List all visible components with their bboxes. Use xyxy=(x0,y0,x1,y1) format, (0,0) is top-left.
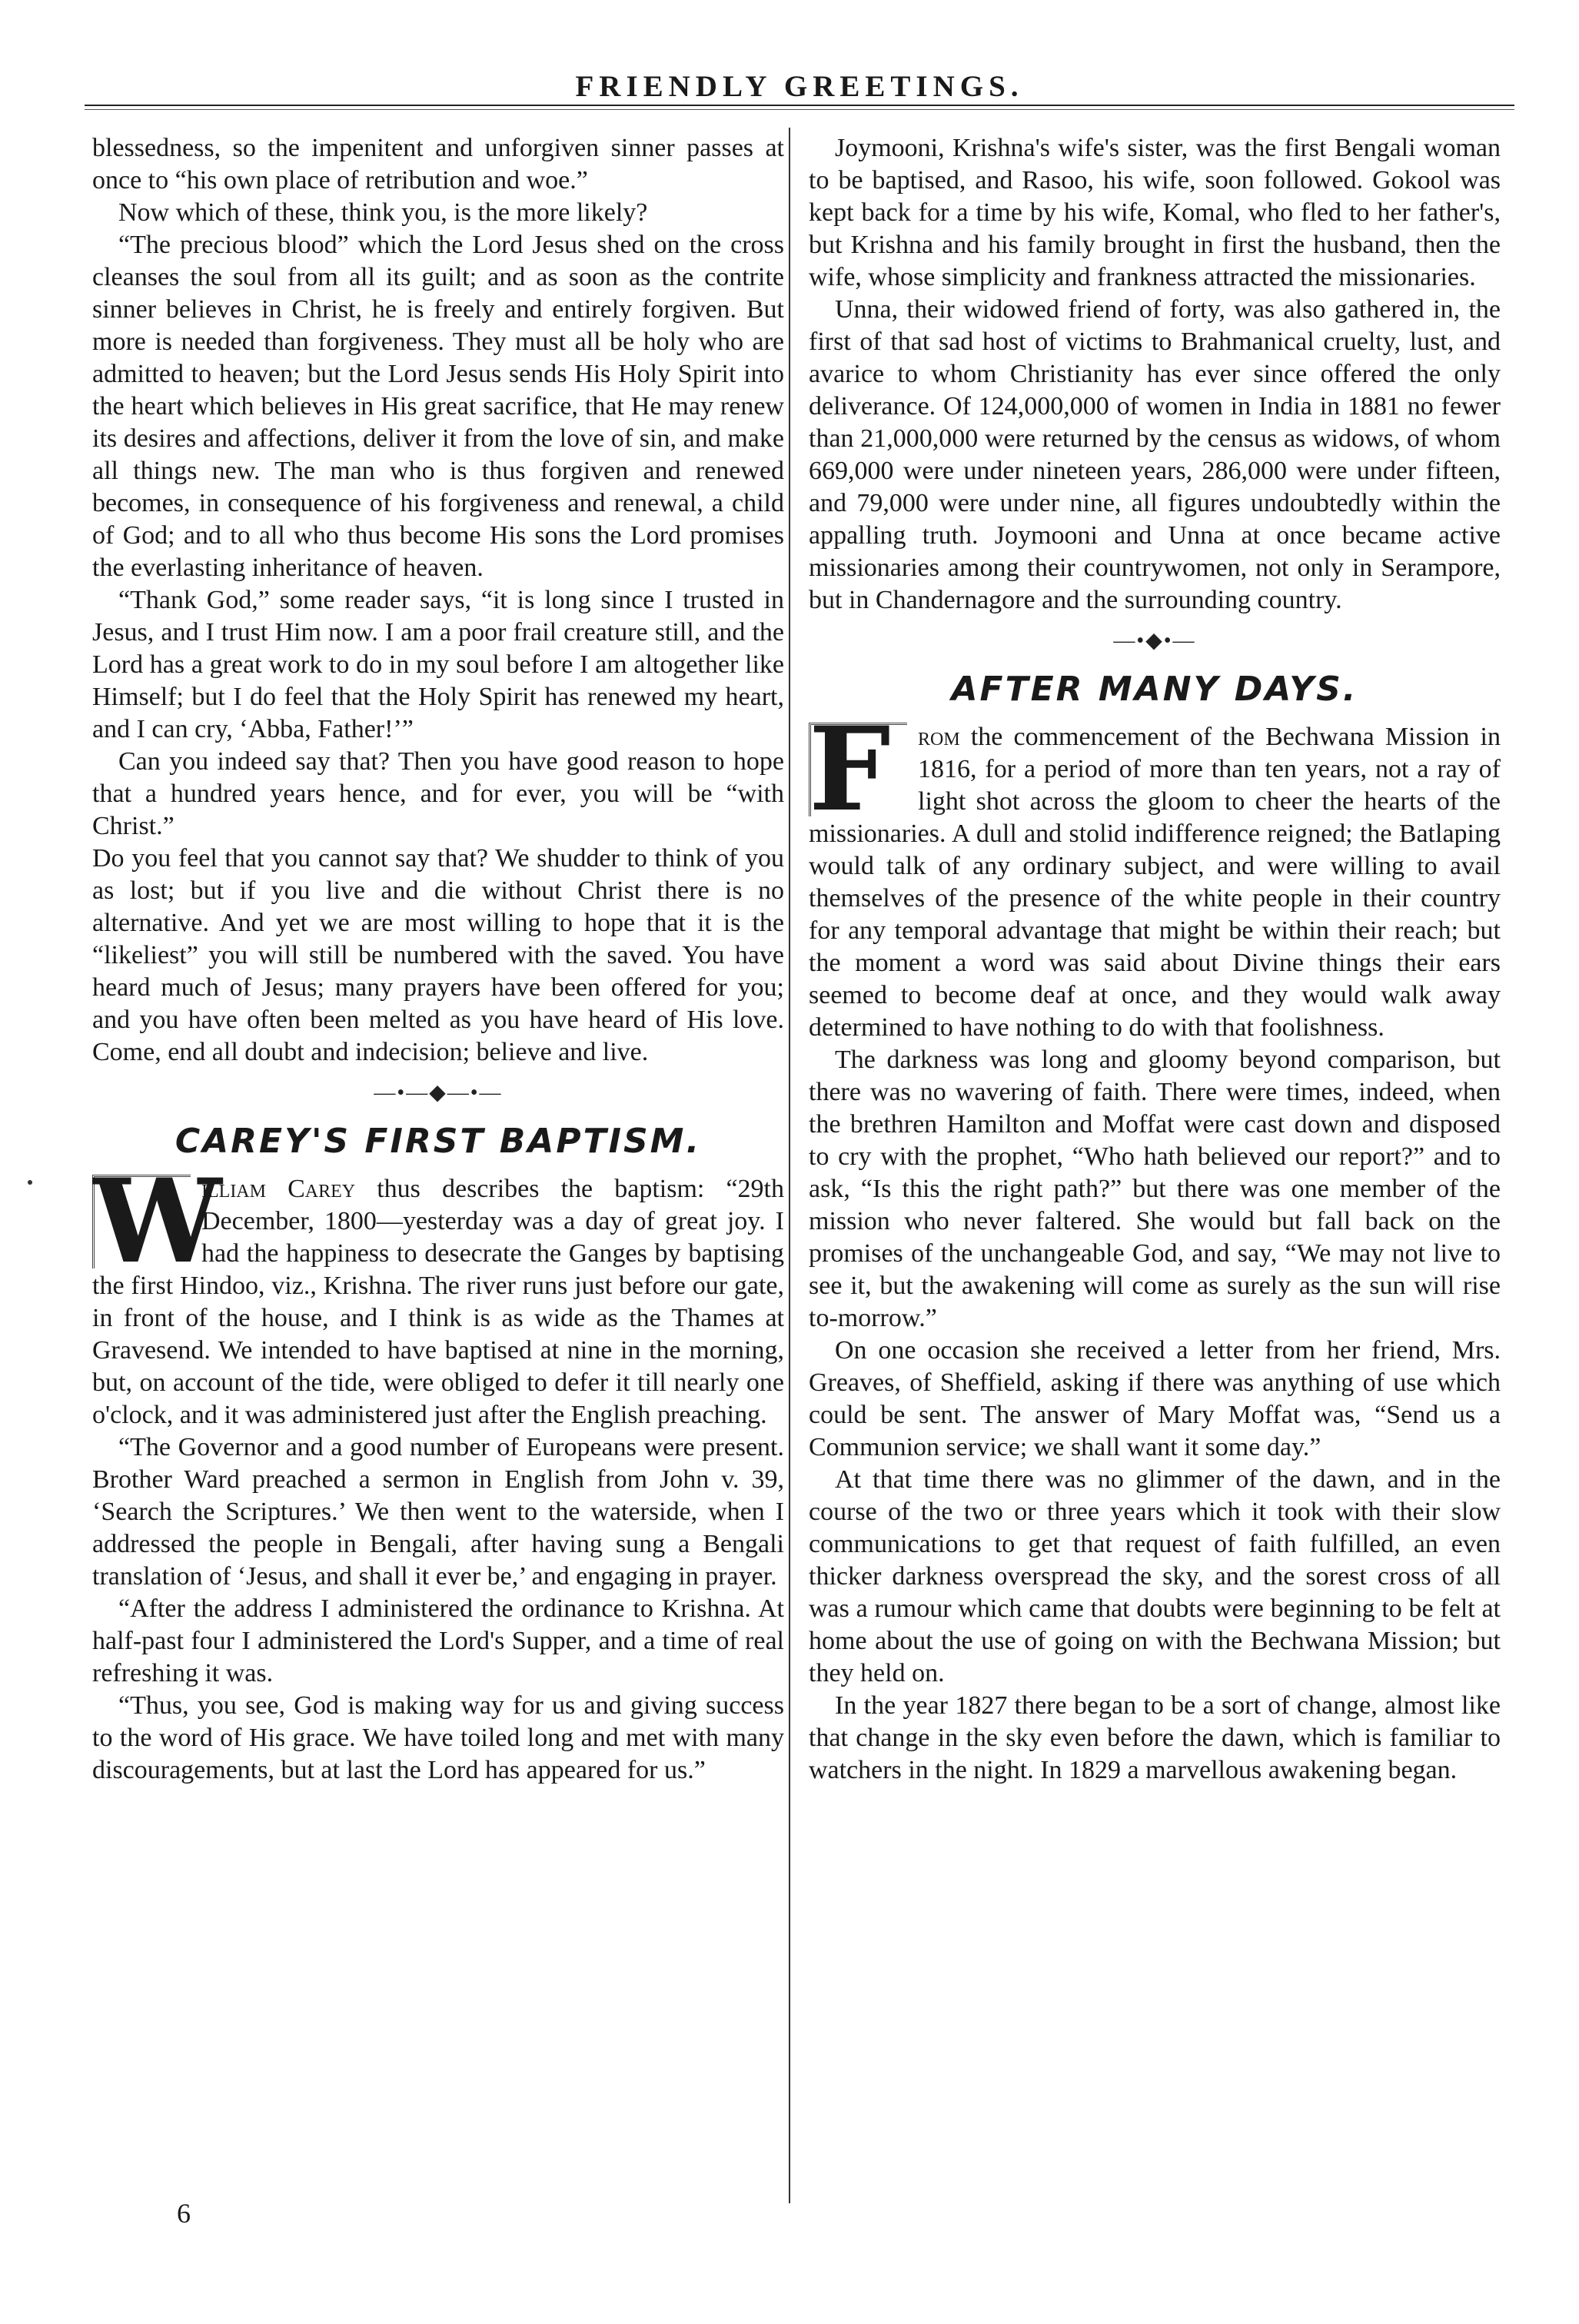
page-number: 6 xyxy=(177,2198,191,2229)
article-lead xyxy=(809,702,1501,1044)
paragraph: “The precious blood” which the Lord Jesus shed on the cross cleanses the soul from all its guilt; and as soon as the contrite sinner believes in Christ, he is freely and entirely forgiven. But more is needed than forgiveness. They must all be holy who are admitted to heaven; but the Lord Jesus sends His Holy Spirit into the heart which believes in His great sacrifice, that He may renew its desires and affections, deliver it from the love of sin, and make all things new. The man who is thus forgiven and renewed becomes, in consequence of his forgiveness and renewal, a child of God; and to all who thus become His sons the Lord promises the everlasting inheritance of heaven. xyxy=(92,231,784,582)
paragraph: The darkness was long and gloomy beyond comparison, but there was no wavering of faith. There were times, indeed, when the brethren Hamilton and Moffat were cast down and disposed to cry with the prophet, “Who hath believed our report?” and to ask, “Is this the right path?” but there was one member of the mission who never faltered. She would but fall back on the promises of the unchangeable God, and say, “We may not live to see it, but the awakening will come as surely as the sun will rise to-morrow.” xyxy=(809,1046,1501,1332)
lead-smallcaps: rom xyxy=(918,723,960,751)
paragraph: Unna, their widowed friend of forty, was also gathered in, the first of that sad host of victims to Brahmanical cruelty, lust, and avarice to whom Christianity has ever since offered the only deliverance. Of 124,000,000 of women in India in 1881 no fewer than 21,000,000 were returned by the census as widows, of whom 669,000 were under nineteen years, 286,000 were under fifteen, and 79,000 were under nine, all figures undoubtedly within the appalling truth. Joymooni and Unna at once became active missionaries among their countrywomen, not only in Serampore, but in Chandernagore and the surrounding country. xyxy=(809,295,1501,614)
section-separator: —•—◆—•— xyxy=(374,1081,503,1105)
section-separator: —•◆•— xyxy=(1113,629,1196,653)
running-header xyxy=(85,62,1514,106)
lead-text: thus describes the baptism: “29th December, 1800—yesterday was a day of great joy. I had the happiness to desecrate the Ganges by baptising the first Hindoo, viz., Krishna. The river runs just before our gate, in front of the house, and I think is as wide as the Thames at Gravesend. We intended to have baptised at nine in the morning, but, on account of the tide, were obliged to defer it till nearly one o'clock, and it was administered just after the English preaching. xyxy=(92,1175,784,1429)
header-rule xyxy=(85,105,1514,106)
paragraph: blessedness, so the impenitent and unforgiven sinner passes at once to “his own place of retribution and woe.” xyxy=(92,134,784,194)
dropcap-initial xyxy=(92,1154,222,1289)
lead-smallcaps: illiam Carey xyxy=(201,1175,356,1203)
paragraph: On one occasion she received a letter from her friend, Mrs. Greaves, of Sheffield, asking if there was anything of use which could be sent. The answer of Mary Moffat was, “Send us a Communion service; we shall want it some day.” xyxy=(809,1336,1501,1461)
paragraph: “Thank God,” some reader says, “it is long since I trusted in Jesus, and I trust Him now. I am a poor frail creature still, and the Lord has a great work to do in my soul before I am altogether like Himself; but I do feel that the Holy Spirit has renewed my heart, and I can cry, ‘Abba, Father!’” xyxy=(92,586,784,743)
paragraph: In the year 1827 there began to be a sort of change, almost like that change in the sky even before the dawn, which is familiar to watchers in the night. In 1829 a marvellous awakening began. xyxy=(809,1691,1501,1784)
dropcap-letter: F xyxy=(809,702,891,837)
dropcap-letter: W xyxy=(92,1154,222,1289)
lead-text: the commencement of the Bechwana Mission in 1816, for a period of more than ten years, not a ray of light shot across the gloom to cheer the hearts of the missionaries. A dull and stolid indifference reigned; the Batlaping would talk of any ordinary subject, and were willing to avail themselves of the presence of the white people in their country for any temporal advantage that might be within their reach; but the moment a word was said about Divine things their ears seemed to become deaf at once, and they would walk away determined to have nothing to do with that foolishness. xyxy=(809,723,1501,1042)
paragraph: Do you feel that you cannot say that? We shudder to think of you as lost; but if you live and die without Christ there is no alternative. And yet we are most willing to hope that it is the “likeliest” you will still be numbered with the saved. You have heard much of Jesus; many prayers have been offered for you; and you have often been melted as you have heard of His love. Come, end all doubt and indecision; believe and live. xyxy=(92,844,784,1066)
paragraph: Now which of these, think you, is the more likely? xyxy=(118,198,648,227)
lead-paragraph xyxy=(809,721,1501,1044)
paragraph: “After the address I administered the ordinance to Krishna. At half-past four I administered the Lord's Supper, and a time of real refreshing it was. xyxy=(92,1594,784,1687)
paragraph: At that time there was no glimmer of the dawn, and in the course of the two or three years which it took with their slow communications to get that request of faith fulfilled, an even thicker darkness overspread the sky, and the sorest cross of all was a rumour which came that doubts were beginning to be felt at home about the use of going on with the Bechwana Mission; but they held on. xyxy=(809,1465,1501,1687)
margin-mark xyxy=(28,1180,32,1185)
column-divider xyxy=(789,128,790,2203)
article-heading: CAREY'S FIRST BAPTISM. xyxy=(175,1122,702,1161)
left-column xyxy=(92,132,784,2177)
paragraph: “Thus, you see, God is making way for us and giving success to the word of His grace. We have toiled long and met with many discouragements, but at last the Lord has appeared for us.” xyxy=(92,1691,784,1784)
header-rule-thin xyxy=(85,109,1514,110)
paragraph: Joymooni, Krishna's wife's sister, was the first Bengali woman to be baptised, and Rasoo, his wife, soon followed. Gokool was kept back for a time by his wife, Komal, who fled to her father's, but Krishna and his family brought in first the husband, then the wife, whose simplicity and frankness attracted the missionaries. xyxy=(809,134,1501,291)
dropcap-initial xyxy=(809,702,907,837)
paragraph: Can you indeed say that? Then you have good reason to hope that a hundred years hence, and for ever, you will be “with Christ.” xyxy=(92,747,784,840)
paragraph: “The Governor and a good number of Europeans were present. Brother Ward preached a sermon in English from John v. 39, ‘Search the Scriptures.’ We then went to the waterside, when I addressed the people in Bengali, after having sung a Bengali translation of ‘Jesus, and shall it ever be,’ and engaging in prayer. xyxy=(92,1433,784,1591)
article-heading: AFTER MANY DAYS. xyxy=(951,670,1358,709)
running-title: FRIENDLY GREETINGS. xyxy=(575,70,1024,103)
right-column xyxy=(809,132,1501,2177)
article-lead xyxy=(92,1154,784,1431)
